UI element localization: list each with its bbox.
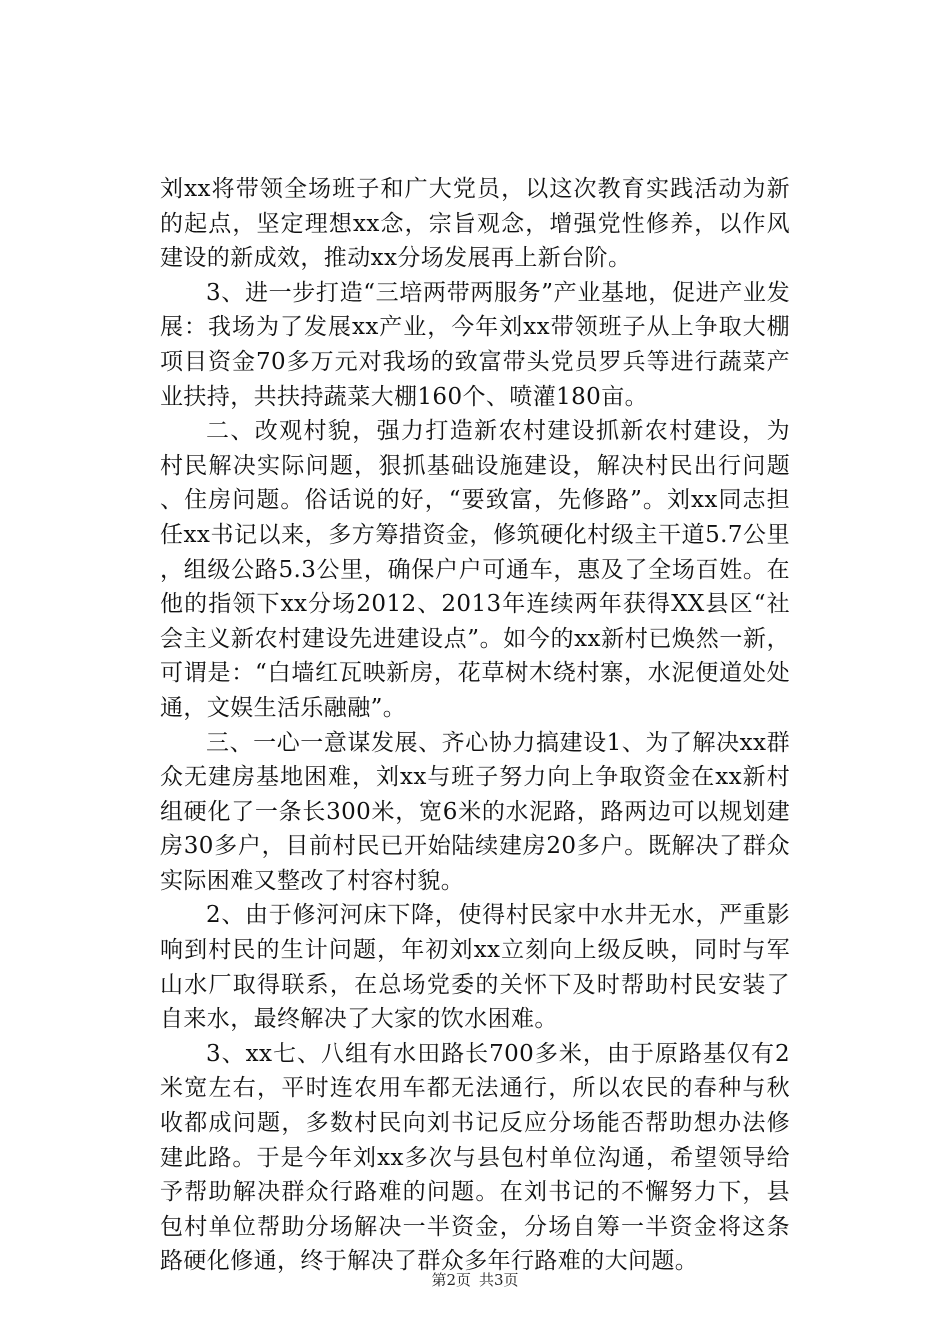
document-body: [160, 172, 790, 1279]
page-total: 共3页: [479, 1271, 519, 1289]
page-footer: [0, 1270, 950, 1290]
page-number: 第2页: [431, 1271, 471, 1289]
paragraph-village-appearance: 二、改观村貌，强力打造新农村建设抓新农村建设，为村民解决实际问题，狠抓基础设施建设，解决村民出行问题、住房问题。俗话说的好，“要致富，先修路”。刘xx同志担任xx书记以来，多方筹措资金，修筑硬化村级主干道5.7公里，组级公路5.3公里，确保户户可通车，惠及了全场百姓。在他的指领下xx分场2012、2013年连续两年获得XX县区“社会主义新农村建设先进建设点”。如今的xx新村已焕然一新，可谓是：“白墙红瓦映新房，花草树木绕村寨，水泥便道处处通，文娱生活乐融融”。: [160, 418, 790, 721]
paragraph-industry-base: 3、进一步打造“三培两带两服务”产业基地，促进产业发展：我场为了发展xx产业，今年刘xx带领班子从上争取大棚项目资金70多万元对我场的致富带头党员罗兵等进行蔬菜产业扶持，共扶持蔬菜大棚160个、喷灌180亩。: [160, 279, 790, 410]
paragraph-tap-water: 2、由于修河河床下降，使得村民家中水井无水，严重影响到村民的生计问题，年初刘xx立刻向上级反映，同时与军山水厂取得联系，在总场党委的关怀下及时帮助村民安装了自来水，最终解决了大家的饮水困难。: [160, 902, 790, 1033]
paragraph-field-road: 3、xx七、八组有水田路长700多米，由于原路基仅有2米宽左右，平时连农用车都无法通行，所以农民的春种与秋收都成问题，多数村民向刘书记反应分场能否帮助想办法修建此路。于是今年刘xx多次与县包村单位沟通，希望领导给予帮助解决群众行路难的问题。在刘书记的不懈努力下，县包村单位帮助分场解决一半资金，分场自筹一半资金将这条路硬化修通，终于解决了群众多年行路难的大问题。: [160, 1040, 790, 1275]
paragraph-commitment: 刘xx将带领全场班子和广大党员，以这次教育实践活动为新的起点，坚定理想xx念，宗旨观念，增强党性修养，以作风建设的新成效，推动xx分场发展再上新台阶。: [160, 176, 790, 272]
paragraph-development-road: 三、一心一意谋发展、齐心协力搞建设1、为了解决xx群众无建房基地困难，刘xx与班子努力向上争取资金在xx新村组硬化了一条长300米，宽6米的水泥路，路两边可以规划建房30多户，目前村民已开始陆续建房20多户。既解决了群众实际困难又整改了村容村貌。: [160, 729, 790, 894]
